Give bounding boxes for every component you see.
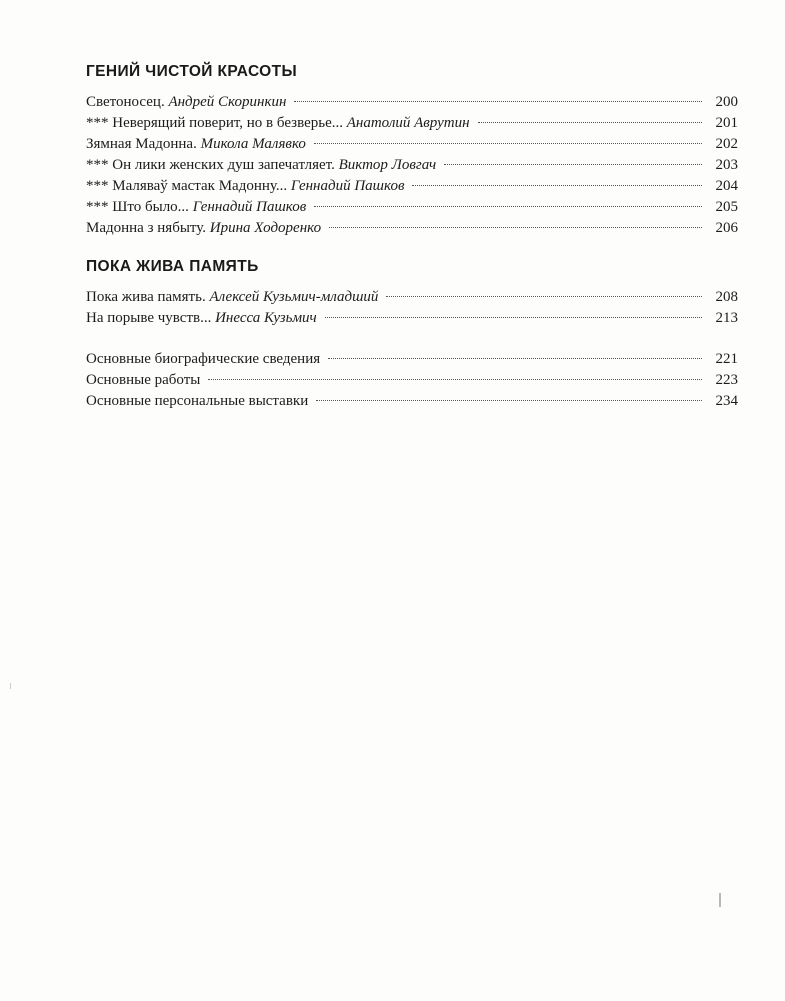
entry-title-wrap — [86, 287, 378, 308]
section-entries — [86, 92, 738, 239]
dot-leader — [325, 317, 702, 318]
entry-page-number: 221 — [715, 351, 738, 367]
entry-author: Андрей Скоринкин — [168, 94, 287, 110]
toc-entry[interactable] — [86, 134, 738, 155]
toc-entry[interactable] — [86, 370, 738, 391]
table-of-contents — [86, 60, 738, 412]
entry-author: Ирина Ходоренко — [209, 220, 322, 236]
entry-page-number: 206 — [715, 220, 738, 236]
appendix-entries — [86, 349, 738, 412]
entry-title: Зямная Мадонна. — [86, 136, 197, 152]
toc-entry[interactable] — [86, 218, 738, 239]
entry-author: Микола Малявко — [200, 136, 306, 152]
entry-author: Геннадий Пашков — [290, 178, 405, 194]
dot-leader — [294, 101, 702, 102]
entry-author: Анатолий Аврутин — [346, 115, 470, 131]
entry-page-number: 202 — [715, 136, 738, 152]
scan-artifact — [719, 893, 721, 907]
entry-title: Мадонна з нябыту. — [86, 220, 207, 236]
entry-title-wrap — [86, 176, 404, 197]
entry-page-number: 201 — [715, 115, 738, 131]
dot-leader — [412, 185, 702, 186]
dot-leader — [328, 358, 702, 359]
entry-page-number: 223 — [715, 372, 738, 388]
dot-leader — [329, 227, 702, 228]
entry-title-wrap — [86, 308, 317, 329]
section-title: ГЕНИЙ ЧИСТОЙ КРАСОТЫ — [86, 63, 298, 80]
dot-leader — [316, 400, 702, 401]
toc-entry[interactable] — [86, 391, 738, 412]
entry-title: *** Неверящий поверит, но в безверье... — [86, 115, 343, 131]
entry-author: Алексей Кузьмич-младший — [209, 289, 379, 305]
toc-entry[interactable] — [86, 155, 738, 176]
entry-page-number: 204 — [715, 178, 738, 194]
entry-title-wrap — [86, 155, 436, 176]
toc-entry[interactable] — [86, 308, 738, 329]
entry-title: На порыве чувств... — [86, 310, 212, 326]
entry-page-number: 203 — [715, 157, 738, 173]
toc-entry[interactable] — [86, 176, 738, 197]
entry-title-wrap — [86, 134, 306, 155]
toc-entry[interactable] — [86, 92, 738, 113]
entry-title: Основные персональные выставки — [86, 393, 309, 409]
entry-title-wrap — [86, 113, 470, 134]
toc-entry[interactable] — [86, 287, 738, 308]
entry-page-number: 234 — [715, 393, 738, 409]
dot-leader — [478, 122, 702, 123]
entry-title: Пока жива память. — [86, 289, 206, 305]
entry-author: Геннадий Пашков — [192, 199, 307, 215]
dot-leader — [386, 296, 702, 297]
entry-page-number: 205 — [715, 199, 738, 215]
toc-entry[interactable] — [86, 349, 738, 370]
entry-page-number: 208 — [715, 289, 738, 305]
toc-entry[interactable] — [86, 113, 738, 134]
entry-title: *** Маляваў мастак Мадонну... — [86, 178, 288, 194]
dot-leader — [208, 379, 702, 380]
entry-title-wrap — [86, 218, 321, 239]
dot-leader — [444, 164, 702, 165]
dot-leader — [314, 143, 702, 144]
entry-title: Основные работы — [86, 372, 201, 388]
entry-title: Основные биографические сведения — [86, 351, 321, 367]
entry-title: *** Он лики женских душ запечатляет. — [86, 157, 335, 173]
entry-author: Виктор Ловгач — [338, 157, 437, 173]
entry-page-number: 213 — [715, 310, 738, 326]
scan-artifact — [10, 683, 11, 689]
entry-title-wrap — [86, 197, 306, 218]
entry-title: *** Што было... — [86, 199, 189, 215]
dot-leader — [314, 206, 702, 207]
entry-title-wrap — [86, 92, 286, 113]
section-entries — [86, 287, 738, 329]
entry-page-number: 200 — [715, 94, 738, 110]
entry-author: Инесса Кузьмич — [215, 310, 317, 326]
toc-entry[interactable] — [86, 197, 738, 218]
section-title: ПОКА ЖИВА ПАМЯТЬ — [86, 258, 259, 275]
entry-title: Светоносец. — [86, 94, 165, 110]
